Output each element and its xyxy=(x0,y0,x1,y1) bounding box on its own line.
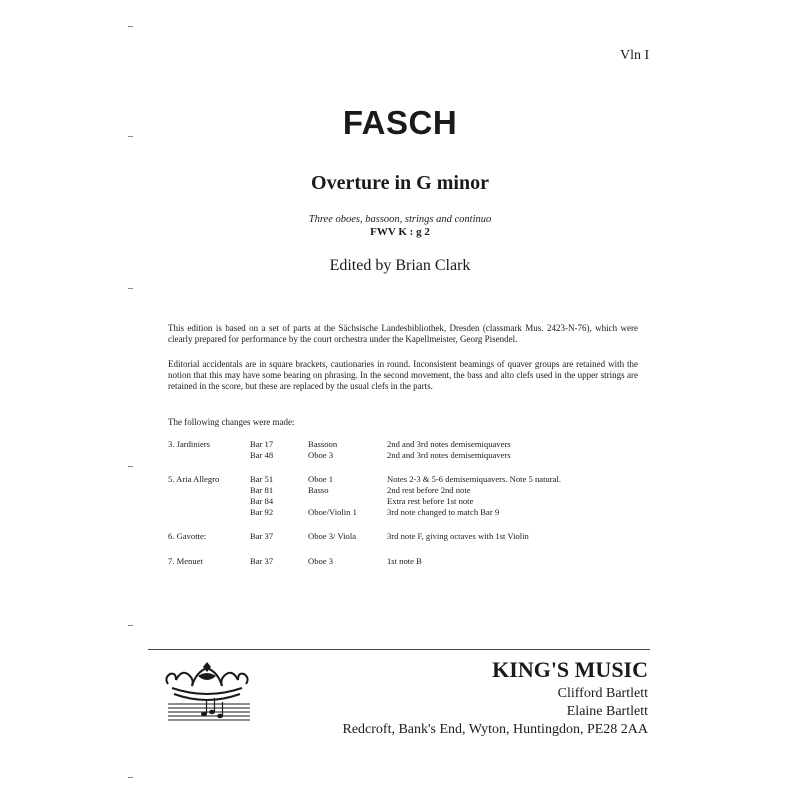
movement-cell: 3. Jardiniers xyxy=(168,439,211,449)
part-cell: Oboe/Violin 1 xyxy=(308,507,357,517)
work-title: Overture in G minor xyxy=(311,172,489,194)
bar-cell: Bar 37 xyxy=(250,556,274,566)
part-cell: Basso xyxy=(308,485,329,495)
margin-mark xyxy=(128,777,133,778)
editor-credit: Edited by Brian Clark xyxy=(329,257,471,274)
bar-cell: Bar 84 xyxy=(250,496,274,506)
margin-mark xyxy=(128,466,133,467)
part-cell: Oboe 3/ Viola xyxy=(308,531,357,541)
margin-mark xyxy=(128,26,133,27)
changes-intro: The following changes were made: xyxy=(168,417,295,427)
composer-title: FASCH xyxy=(342,104,458,141)
movement-cell: 7. Menuet xyxy=(168,556,203,566)
bar-cell: Bar 37 xyxy=(250,531,274,541)
margin-mark xyxy=(128,288,133,289)
publisher-name: KING'S MUSIC xyxy=(492,657,648,682)
part-cell: Oboe 1 xyxy=(308,474,334,484)
crown-music-staff-icon xyxy=(160,660,254,724)
part-label: Vln I xyxy=(620,48,650,63)
change-cell: Notes 2-3 & 5-6 demisemiquavers. Note 5 natural. xyxy=(387,474,561,484)
part-cell: Oboe 3 xyxy=(308,556,334,566)
movement-cell: 6. Gavotte: xyxy=(168,531,207,541)
change-cell: 2nd and 3rd notes demisemiquavers xyxy=(387,450,511,460)
bar-cell: Bar 92 xyxy=(250,507,274,517)
part-cell: Oboe 3 xyxy=(308,450,334,460)
publisher-person: Elaine Bartlett xyxy=(566,704,648,719)
bar-cell: Bar 48 xyxy=(250,450,274,460)
movement-cell: 5. Aria Allegro xyxy=(168,474,220,484)
change-cell: 2nd and 3rd notes demisemiquavers xyxy=(387,439,511,449)
bar-cell: Bar 51 xyxy=(250,474,274,484)
part-cell: Bassoon xyxy=(308,439,338,449)
margin-mark xyxy=(128,625,133,626)
change-cell: 3rd note F, giving octaves with 1st Violin xyxy=(387,531,529,541)
change-cell: 3rd note changed to match Bar 9 xyxy=(387,507,500,517)
change-cell: Extra rest before 1st note xyxy=(387,496,474,506)
edition-note-paragraph: This edition is based on a set of parts at the Sächsische Landesbibliothek, Dresden (classmark Mus. 2423-N-76), which were clearly prepared for performance by the court orchestra under the Kapellmeister, Georg Pisendel. xyxy=(168,323,638,344)
editorial-note-paragraph: Editorial accidentals are in square brackets, cautionaries in round. Inconsistent beamings of quaver groups are retained with the notion that this may have some bearing on phrasing. In the second movement, the bass and alto clefs used in the upper strings are retained in the score, but these are replaced by the usual clefs in the parts. xyxy=(168,359,638,391)
bar-cell: Bar 17 xyxy=(250,439,274,449)
bar-cell: Bar 81 xyxy=(250,485,274,495)
scoring: Three oboes, bassoon, strings and continuo xyxy=(308,214,492,225)
publisher-person: Clifford Bartlett xyxy=(557,686,648,701)
change-cell: 2nd rest before 2nd note xyxy=(387,485,471,495)
publisher-address: Redcroft, Bank's End, Wyton, Huntingdon, PE28 2AA xyxy=(342,722,648,737)
catalogue-number: FWV K : g 2 xyxy=(370,226,430,238)
change-cell: 1st note B xyxy=(387,556,422,566)
footer-divider xyxy=(148,649,650,650)
